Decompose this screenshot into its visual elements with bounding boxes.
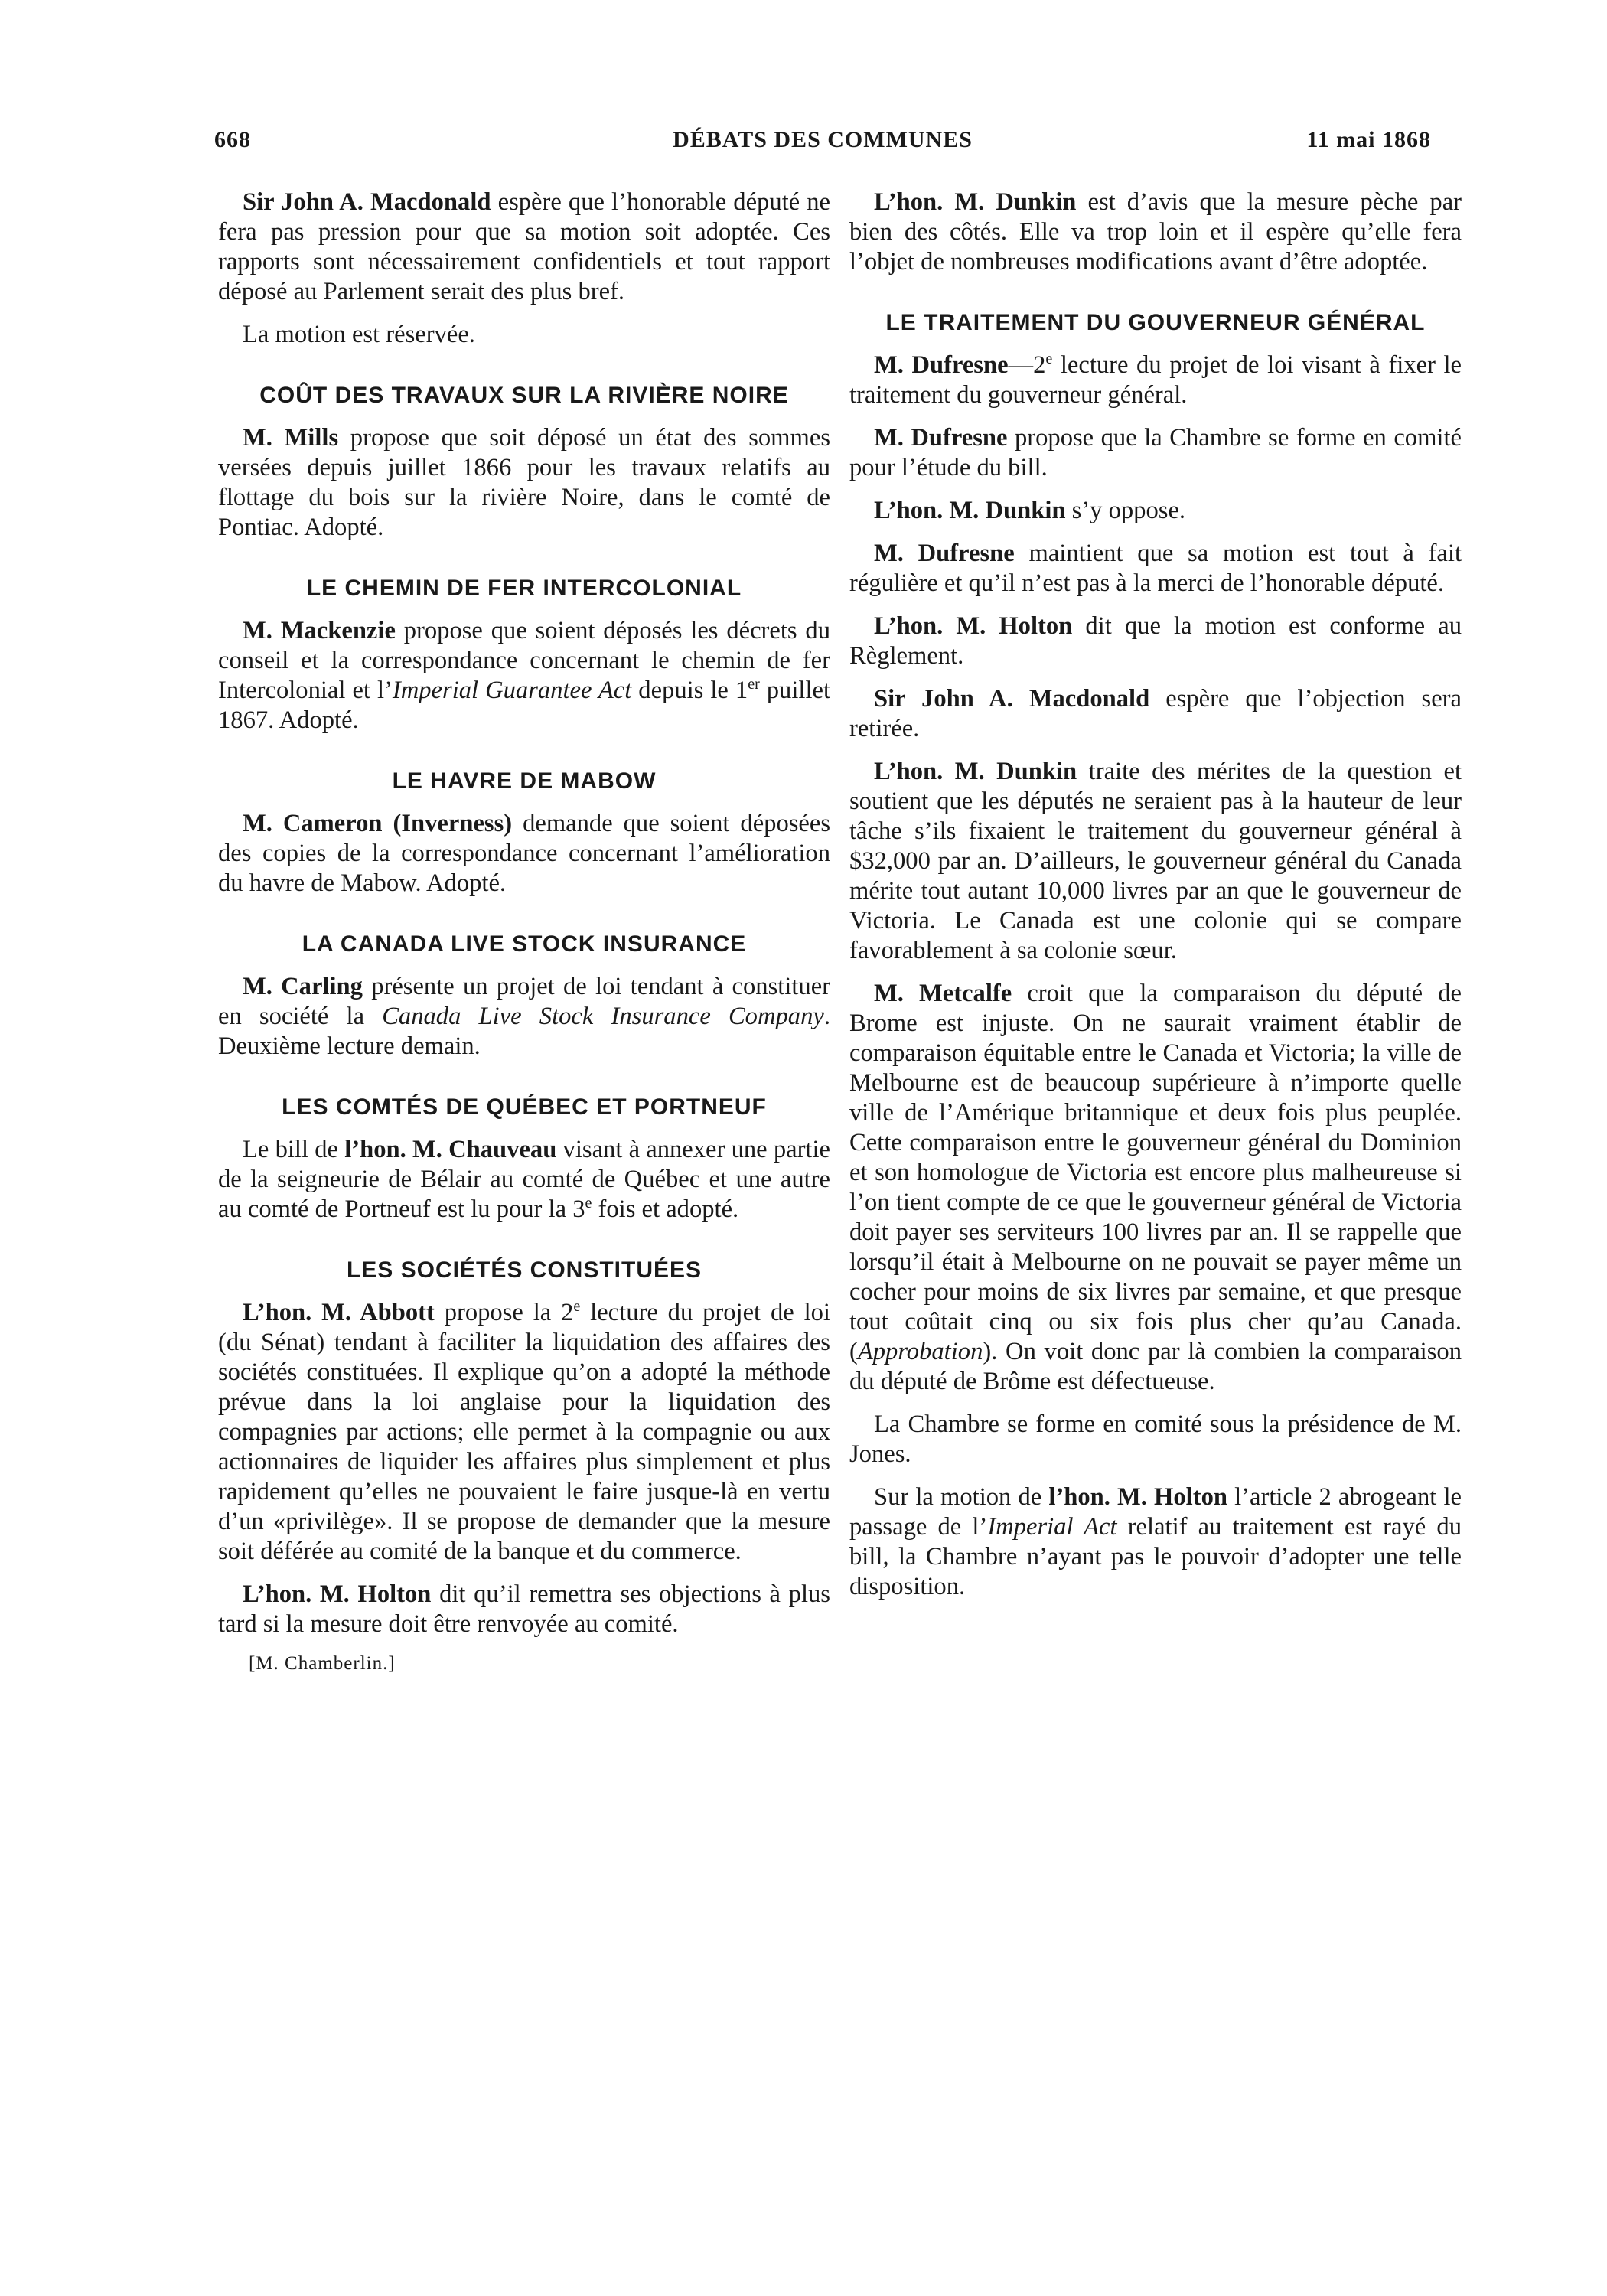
page-number: 668	[214, 127, 251, 152]
paragraph	[218, 1580, 830, 1639]
paragraph	[218, 1135, 830, 1225]
paragraph	[218, 809, 830, 899]
speaker-name: L’hon. M. Holton	[874, 612, 1073, 640]
paragraph-text: l’article 2 abrogeant le passage de l’	[849, 1483, 1462, 1541]
speaker-name: M. Metcalfe	[874, 980, 1012, 1007]
paragraph-text: propose que la Chambre se forme en comité pour l’étude du bill.	[849, 424, 1462, 481]
paragraph: La Chambre se forme en comité sous la présidence de M. Jones.	[849, 1411, 1462, 1468]
transcriber-signature: [M. Chamberlin.]	[249, 1653, 396, 1674]
section-heading: COÛT DES TRAVAUX SUR LA RIVIÈRE NOIRE	[259, 383, 789, 408]
superscript: e	[573, 1298, 581, 1316]
paragraph-text: Le bill de	[243, 1136, 345, 1163]
left-column	[218, 188, 830, 1675]
italic-title: Imperial Guarantee Act	[392, 677, 632, 704]
paragraph-text: espère que l’objection sera retirée.	[849, 685, 1462, 742]
section-heading: LE CHEMIN DE FER INTERCOLONIAL	[306, 576, 742, 601]
running-title: DÉBATS DES COMMUNES	[673, 127, 973, 152]
paragraph-text: présente un projet de loi tendant à constituer en société la	[218, 973, 831, 1030]
paragraph	[849, 684, 1462, 744]
section-heading: LA CANADA LIVE STOCK INSURANCE	[302, 931, 747, 957]
paragraph-text: maintient que sa motion est tout à fait régulière et qu’il n’est pas à la merci de l’honorable député.	[849, 540, 1462, 597]
paragraph-text: propose la 2	[434, 1299, 574, 1326]
paragraph-text: fois et adopté.	[592, 1195, 739, 1223]
paragraph	[849, 1482, 1462, 1602]
paragraph-text: demande que soient déposées des copies de la correspondance concernant l’amélioration du havre de Mabow. Adopté.	[218, 810, 831, 897]
section-heading: LE HAVRE DE MABOW	[392, 768, 657, 794]
page-date: 11 mai 1868	[1306, 127, 1431, 152]
paragraph: La motion est réservée.	[243, 321, 475, 348]
speaker-name: M. Dufresne	[874, 351, 1009, 379]
speaker-name: M. Dufresne	[874, 540, 1015, 567]
paragraph	[218, 1298, 830, 1567]
paragraph-text: —2	[1008, 351, 1046, 379]
paragraph	[849, 757, 1462, 966]
italic-title: Canada Live Stock Insurance Company	[382, 1003, 824, 1030]
paragraph-text: dit qu’il remettra ses objections à plus tard si la mesure doit être renvoyée au comité.	[218, 1580, 830, 1638]
paragraph-text: depuis le 1	[631, 677, 748, 704]
paragraph-text: s’y oppose.	[1065, 497, 1186, 524]
paragraph	[849, 188, 1462, 277]
speaker-name: M. Carling	[243, 973, 363, 1000]
paragraph-text: puillet 1867. Adopté.	[218, 677, 831, 734]
paragraph-text: traite des mérites de la question et soutient que les députés ne seraient pas à la hauteur de leur tâche s’ils fixaient le traitement du gouverneur général à $32,000 par an. D’ailleurs, le gouverneur général du Canada mérite tout autant 10,000 livres par an que le gouverneur de Victoria. Le Canada est une colonie qui se compare favorablement à sa colonie sœur.	[849, 758, 1462, 964]
paragraph-text: Sur la motion de	[874, 1483, 1049, 1511]
paragraph	[849, 539, 1462, 598]
paragraph-text: propose que soit déposé un état des sommes versées depuis juillet 1866 pour les travaux relatifs au flottage du bois sur la rivière Noire, dans le comté de Pontiac. Adopté.	[218, 424, 830, 541]
paragraph	[849, 351, 1462, 410]
speaker-name: l’hon. M. Chauveau	[344, 1136, 557, 1163]
right-column	[849, 188, 1462, 1615]
paragraph-text: relatif au traitement est rayé du bill, la Chambre n’ayant pas le pouvoir d’adopter une telle disposition.	[849, 1513, 1462, 1600]
paragraph-text: . Deuxième lecture demain.	[218, 1003, 830, 1060]
paragraph-text: lecture du projet de loi visant à fixer le traitement du gouverneur général.	[849, 351, 1462, 409]
section-heading: LES COMTÉS DE QUÉBEC ET PORTNEUF	[282, 1094, 767, 1120]
paragraph	[218, 423, 830, 543]
italic-title: Imperial Act	[987, 1513, 1117, 1541]
paragraph-text: lecture du projet de loi (du Sénat) tendant à faciliter la liquidation des affaires des sociétés constituées. Il explique qu’on a adopté la méthode prévue dans la loi anglaise pour la liquidation des compagnies par actions; elle permet à la compagnie ou aux actionnaires de liquider les affaires plus simplement et plus rapidement qu’elles ne pouvaient le faire jusque-là en vertu d’un «privilège». Il se propose de demander que la mesure soit déférée au comité de la banque et du commerce.	[218, 1299, 830, 1565]
superscript: e	[585, 1195, 592, 1212]
section-heading: LES SOCIÉTÉS CONSTITUÉES	[346, 1257, 702, 1283]
speaker-name: M. Dufresne	[874, 424, 1008, 452]
speaker-name: M. Cameron (Inverness)	[243, 810, 513, 837]
paragraph-text: visant à annexer une partie de la seigneurie de Bélair au comté de Québec et une autre au comté de Portneuf est lu pour la 3	[218, 1136, 830, 1223]
paragraph	[849, 979, 1462, 1397]
paragraph	[849, 423, 1462, 483]
speaker-name: Sir John A. Macdonald	[243, 188, 491, 216]
speaker-name: L’hon. M. Dunkin	[874, 188, 1077, 216]
speaker-name: L’hon. M. Dunkin	[874, 758, 1077, 785]
italic-text: Approbation	[857, 1338, 983, 1365]
paragraph-text: est d’avis que la mesure pèche par bien des côtés. Elle va trop loin et il espère qu’elle fera l’objet de nombreuses modifications avant d’être adoptée.	[849, 188, 1462, 276]
paragraph-text: ). On voit donc par là combien la comparaison du député de Brôme est défectueuse.	[849, 1338, 1462, 1395]
superscript: er	[748, 676, 760, 693]
paragraph	[218, 616, 830, 735]
paragraph	[849, 496, 1462, 526]
paragraph-text: propose que soient déposés les décrets du conseil et la correspondance concernant le chemin de fer Intercolonial et l’	[218, 617, 830, 704]
paragraph-text: croit que la comparaison du député de Brome est injuste. On ne saurait vraiment établir de comparaison équitable entre le Canada et Victoria; la ville de Melbourne est de beaucoup supérieure à n’importe quelle ville de l’Amérique britannique et deux fois plus peuplée. Cette comparaison entre le gouverneur général du Dominion et son homologue de Victoria est encore plus malheureuse si l’on tient compte de ce que le gouverneur général de Victoria doit payer ses serviteurs 100 livres par an. Il se rappelle que lorsqu’il était à Melbourne on ne pouvait se payer même un cocher pour moins de six livres par semaine, et que presque tout coûtait cinq ou six fois plus cher qu’au Canada. (	[849, 980, 1462, 1365]
speaker-name: M. Mackenzie	[243, 617, 396, 644]
paragraph-text: espère que l’honorable député ne fera pas pression pour que sa motion soit adoptée. Ces rapports sont nécessairement confidentiels et tout rapport déposé au Parlement serait des plus bref.	[218, 188, 830, 305]
superscript: e	[1045, 351, 1053, 368]
speaker-name: L’hon. M. Dunkin	[874, 497, 1066, 524]
speaker-name: L’hon. M. Holton	[243, 1580, 432, 1608]
speaker-name: M. Mills	[243, 424, 339, 452]
paragraph	[218, 188, 830, 307]
paragraph-text: dit que la motion est conforme au Règlement.	[849, 612, 1462, 670]
section-heading: LE TRAITEMENT DU GOUVERNEUR GÉNÉRAL	[885, 310, 1426, 335]
paragraph	[218, 972, 830, 1062]
speaker-name: Sir John A. Macdonald	[874, 685, 1150, 713]
speaker-name: l’hon. M. Holton	[1048, 1483, 1227, 1511]
paragraph	[849, 612, 1462, 671]
speaker-name: L’hon. M. Abbott	[243, 1299, 435, 1326]
page-header	[214, 127, 1431, 165]
